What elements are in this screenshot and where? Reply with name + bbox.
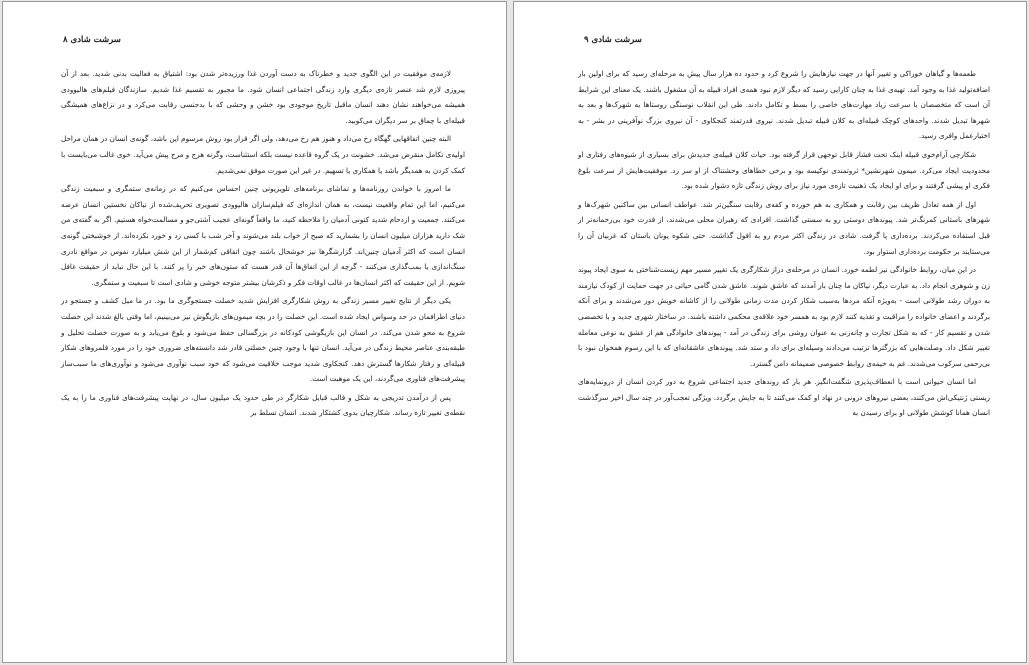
paragraph: اما انسان حیوانی است با انعطاف‌پذیری شگفت‌انگیز. هر بار که روندهای جدید اجتماعی شروع به دور کردن انسان از درونمایه‌های زیستی ژنتیکی‌اش می‌کنند، بعضی نیروهای درونی در نهاد او کمک می‌کنند تا به جایش برگردد. ویژگی تعجب‌آور در چند سال اخیر سرگذشت انسان همانا کوشش طولانی او برای رسیدن به <box>578 377 990 418</box>
page-header: سرشت شادی ۸ <box>63 35 121 45</box>
paragraph: در این میان، روابط خانوادگی نیز لطمه خورد. انسان در مرحله‌ی دراز شکارگری یک تغییر مسیر مهم زیست‌شناختی به سوی ایجاد پیوند زن و شوهری انجام داد. به عبارت دیگر، نیاکان ما چنان بار آمدند که عاشق شوند. عاشق شدن گامی حیاتی در جهت حمایت از کودک نیازمند به دوران رشد طولانی است - به‌ویژه آنکه مردها به‌سبب شکار کردن مدت زمانی طولانی را از کاشانه خویش دور می‌شدند و برای آنکه برگردند و اعضای خانواده را مراقبت و تغذیه کنند لازم بود به همسر خود علاقه‌ی محکمی داشته باشند. در ساختار شهری جدید و با تخصصی شدن و تقسیم کار - که به شکل تجارت و چانه‌زنی به عنوان روشی برای زندگی در آمد - پیوندهای خانوادگی هم از عشق به نوعی معامله تغییر شکل داد. وصلت‌هایی که بزرگترها ترتیب می‌دادند وسیله‌ای برای داد و ستد شد. پیوندهای عاشقانه‌ای که با این رسوم همخوان نبود با بی‌رحمی سرکوب می‌شدند. غم به خیمه‌ی روابط خصوصی صمیمانه دامن گسترد. <box>578 265 990 368</box>
paragraph: یکی دیگر از نتایج تغییر مسیر زندگی به روش شکارگری افزایش شدید خصلت جستجوگری ما بود. در ما میل کشف و جستجو در دنیای اطرافمان در حد وسواس ایجاد شده است. این خصلت را در بچه میمون‌های بازیگوش نیز می‌بینیم، اما وقتی بالغ شدند این خصلت شروع به محو شدن می‌کند. در انسان این بازیگوشی کودکانه در بزرگسالی حفظ می‌شود و بلوغ می‌یابد و به صورت خصلت تحلیل و طبقه‌بندی عناصر محیط زندگی در می‌آید. انسان تنها با وجود چنین خصلتی قادر شد دانسته‌های ضروری خود را در مورد قلمروهای شکار قبیله‌ای و رفتار شکارها گسترش دهد. کنجکاوی شدید موجب خلاقیت می‌شود که خود سبب نوآوری می‌شود و نوآوری‌های ما سبب‌ساز پیشرفت‌های فناوری می‌گردند، این یک موهبت است. <box>61 296 465 384</box>
page-body <box>61 66 465 424</box>
left-page <box>2 1 507 663</box>
page-body <box>578 66 990 424</box>
right-page <box>513 1 1027 663</box>
paragraph: اول از همه تعادل ظریف بین رقابت و همکاری به هم خورده و کفه‌ی رقابت سنگین‌تر شد. عواطف انسانی بین ساکنین شهرک‌ها و شهرهای باستانی کمرنگ‌تر شد. پیوندهای دوستی رو به سستی گذاشت. افرادی که رهبران محلی می‌شدند، از قدرت خود بی‌رحمانه‌تر از قبل استفاده می‌کردند. برده‌داری پا گرفت. شادی در زندگی اکثر مردم رو به افول گذاشت. حتی شکوه یونان باستان که غربیان آن را می‌ستایند بر حکومت برده‌داری استوار بود. <box>578 199 990 256</box>
page-header: سرشت شادی ۹ <box>584 35 642 45</box>
paragraph: ما امروز با خواندن روزنامه‌ها و تماشای برنامه‌های تلویزیونی چنین احساس می‌کنیم که در زمانه‌ی ستمگری و سبعیت زندگی می‌کنیم، اما این تمام واقعیت نیست، به همان اندازه‌ای که فیلم‌سازان هالیوودی تصویری تحریف‌شده از نیاکان نخستین انسان عرضه می‌کنند. جمعیت و ازدحام شدید کنونی آدمیان را ملاحظه کنید، ما واقعاً گونه‌ای عجیب آشتی‌جو و مسالمت‌خواه هستیم. اگر به گفته‌ی من شک دارید هزاران میلیون انسان را بشمارید که صبح از خواب بلند می‌شوند و آخر شب با کسی زد و خورد نکرده‌اند. از خوشبختی گونه‌ی انسان است که اکثر آدمیان چنین‌اند. گزارشگرها نیز خوشحال باشند چون اتفاقی کم‌شمار از این شش میلیارد نفوس در مواقع نادری سنگ‌اندازی یا بمب‌گذاری می‌کنند - گرچه از این اتفاق‌ها آن قدر هست که ستون‌های خبر را پر کنند. با این حال نباید از حقیقت غافل شویم. از این حقیقت که اکثر انسان‌ها در غالب اوقات فکر و ذکرشان بیشتر متوجه خوشی و شادی است تا سبعیت و ستمگری. <box>61 184 465 287</box>
paragraph: پس از درآمدن تدریجی به شکل و قالب قبایل شکارگر در طی حدود یک میلیون سال، در نهایت پیشرفت‌های فناوری ما را به یک نقطه‌ی تغییر تازه رساند. شکارچیان بدوی کشتکار شدند. انسان تسلط بر <box>61 392 465 418</box>
paragraph: طعمه‌ها و گیاهان خوراکی و تغییر آنها در جهت نیازهایش را شروع کرد و حدود ده هزار سال پیش به مرحله‌ای رسید که برای اولین بار اضافه‌تولید غذا به وجود آمد. تهیه‌ی غذا به چنان کارایی رسید که دیگر لازم نبود همه‌ی افراد قبیله به آن مشغول باشند. یک معنای این شرایط آن است که متخصصان با سرعت زیاد مهارت‌های خاصی را بسط و تکامل دادند. طی این انقلاب نوسنگی روستاها به شهرک‌ها و بعد به شهرها تبدیل شدند. واحدهای کوچک قبیله‌ای به کلان قبیله تبدیل شدند. نیروی قدرتمند کنجکاوی - آن نیروی بزرگ نوآفرینی در بشر - به اختیارعمل وافری رسید. <box>578 69 990 141</box>
paragraph: البته چنین اتفاقهایی گهگاه رخ می‌داد و هنوز هم رخ می‌دهد، ولی اگر قرار بود روش مرسوم این باشد، گونه‌ی انسان در همان مراحل اولیه‌ی تکامل منقرض می‌شد. خشونت در یک گروه قاعده نیست بلکه استثناست، وگرنه هرج و مرج پیش می‌آید. خوی غالب می‌بایست با کمک کردن به همدیگر باشد یا همکاری یا تسهیم. در غیر این صورت موفق نمی‌شدیم. <box>61 134 465 175</box>
paragraph: لازمه‌ی موفقیت در این الگوی جدید و خطرناک به دست آوردن غذا ورزیده‌تر شدن بود: اشتیاق به فعالیت بدنی شدید. بعد از آن پیروزی لازم شد عنصر تازه‌ی دیگری وارد زندگی اجتماعی انسان شود. ما مجبور به تقسیم غذا شدیم. سازندگان فیلم‌های هالیوودی همیشه می‌خواهند نشان دهند انسان ماقبل تاریخ موجودی بود خشن و وحشی که با بدجنسی رقابت می‌کرد و در نزاع‌های همیشگی قبیله‌ای با چماق بر سر دیگران می‌کوبید. <box>61 69 465 125</box>
paragraph: شکارچی آرام‌خوی قبیله اینک تحت فشار قابل توجهی قرار گرفته بود. حیات کلان قبیله‌ی جدیدش برای بسیاری از شیوه‌های رفتاری او محدودیت ایجاد می‌کرد. میمون شهرنشین* ثروتمندی نوکیسه بود و برخی خطاهای وحشتناک از او سر زد. موفقیت‌هایش از سرعت بلوغ فکری او پیشی گرفتند و برای او ایجاد یک ذهنیت تازه‌ی مورد نیاز برای روش زندگی تازه دشوار شده بود. <box>578 149 990 191</box>
